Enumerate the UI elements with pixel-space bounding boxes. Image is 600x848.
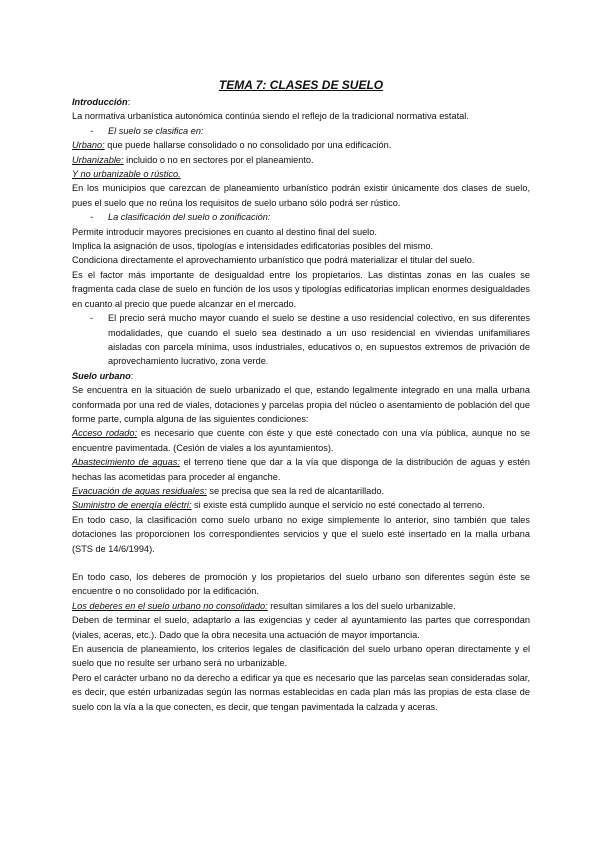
classification-dash-item: - El suelo se clasifica en: [72,124,530,138]
suelo-urbano-heading: Suelo urbano: [72,370,134,381]
suelo-urbano-heading-text: Suelo urbano [72,370,131,381]
evacuacion-label: Evacuación de aguas residuales: [72,485,207,496]
intro-heading: Introducción: [72,97,131,107]
intro-paragraph-1: La normativa urbanística autonómica continúa siendo el reflejo de la tradicional normativa estatal. [72,111,469,122]
no-urbanizable-line [72,167,530,181]
suministro-text: si existe está cumplido aunque el servicio no esté conectado al terreno. [191,500,485,511]
zoning-dash-item: - La clasificación del suelo o zonificación: [72,210,530,224]
suministro-label: Suministro de energía eléctri: [72,500,192,511]
evacuacion-text: se precisa que sea la red de alcantarillado. [206,485,385,496]
intro-paragraph-6: Es el factor más importante de desigualdad entre los propietarios. Las distintas zonas en las cuales se fragmenta cada clase de suelo en función de los usos y tipologías edificatorias implican enormes desigualdades en cuanto al precio que puede alcanzar en el mercado. [72,269,530,309]
abastecimiento-text: el terreno tiene que dar a la vía que disponga de la distribución de aguas y estén hechas las acometidas para proceder al enganche. [72,457,530,482]
suelo-urbano-paragraph-5: En ausencia de planeamiento, los criterios legales de clasificación del suelo urbano operan directamente y el suelo que no resulte ser urbano será no urbanizable. [72,644,530,669]
price-bullet-item: - El precio será mucho mayor cuando el suelo se destine a uso residencial colectivo, en sus diferentes modalidades, que cuando el suelo sea destinado a un uso residencial en viviendas unifamiliares aisladas con parcela mínima, usos industriales, educativos o, en supuestos extremos de privación de aprovechamiento lucrativo, zona verde. [72,311,530,369]
urbanizable-line [72,153,530,167]
suelo-urbano-paragraph-3: En todo caso, los deberes de promoción y los propietarios del suelo urbano son diferentes según éste se encuentre o no consolidado por la edificación. [72,572,530,597]
deberes-label: Los deberes en el suelo urbano no consolidado: [72,600,268,611]
page-title: TEMA 7: CLASES DE SUELO [218,78,384,92]
urbano-line [72,138,530,152]
suministro-line [72,498,530,512]
abastecimiento-label: Abastecimiento de aguas: [72,457,180,468]
urbano-text: que puede hallarse consolidado o no consolidado por una edificación. [104,140,392,151]
urbano-label: Urbano: [72,140,105,151]
document-page [72,0,530,714]
suelo-urbano-paragraph-6: Pero el carácter urbano no da derecho a edificar ya que es necesario que las parcelas sean consideradas solar, es decir, que estén urbanizadas según las normas establecidas en cada plan más las propias de esta clase de suelo con la vía a la que conecten, es decir, que tengan pavimentada la calzada y aceras. [72,672,530,712]
acceso-rodado-label: Acceso rodado: [72,428,138,439]
deberes-line [72,599,530,613]
paragraph-gap [72,556,530,570]
urbanizable-label: Urbanizable: [72,154,124,165]
intro-paragraph-3: Permite introducir mayores precisiones en cuanto al destino final del suelo. [72,226,377,237]
intro-paragraph-4: Implica la asignación de usos, tipologías e intensidades edificatorias posibles del mismo. [72,241,434,252]
suelo-urbano-paragraph-2: En todo caso, la clasificación como suelo urbano no exige simplemente lo anterior, sino también que tales dotaciones las proporcionen los correspondientes servicios y que el suelo esté insertado en la malla urbana (STS de 14/6/1994). [72,514,530,554]
abastecimiento-line [72,455,530,484]
intro-heading-text: Introducción [72,97,128,107]
evacuacion-line [72,484,530,498]
urbanizable-text: incluido o no en sectores por el planeamiento. [123,154,314,165]
intro-paragraph-5: Condiciona directamente el aprovechamiento urbanístico que podrá materializar el titular del suelo. [72,255,475,266]
suelo-urbano-paragraph-4: Deben de terminar el suelo, adaptarlo a las exigencias y ceder al ayuntamiento las partes que correspondan (viales, aceras, etc.). Dado que la obra necesita una actuación de mayor importancia. [72,615,530,640]
no-urbanizable-label: Y no urbanizable o rústico. [72,169,181,180]
deberes-text: resultan similares a los del suelo urbanizable. [267,600,456,611]
suelo-urbano-paragraph-1: Se encuentra en la situación de suelo urbanizado el que, estando legalmente integrado en una malla urbana conformada por una red de viales, dotaciones y parcelas propia del núcleo o asentamiento de población del que forme parte, cumpla alguna de las siguientes condiciones: [72,385,530,424]
acceso-rodado-text: es necesario que cuente con éste y que esté conectado con una vía pública, aunque no se encuentre pavimentada. (Cesión de viales a los ayuntamientos). [72,428,531,453]
intro-paragraph-2: En los municipios que carezcan de planeamiento urbanístico podrán existir únicamente dos clases de suelo, pues el suelo que no reúna los requisitos de suelo urbano sólo podrá ser rústico. [72,183,530,208]
acceso-rodado-line [72,426,530,455]
